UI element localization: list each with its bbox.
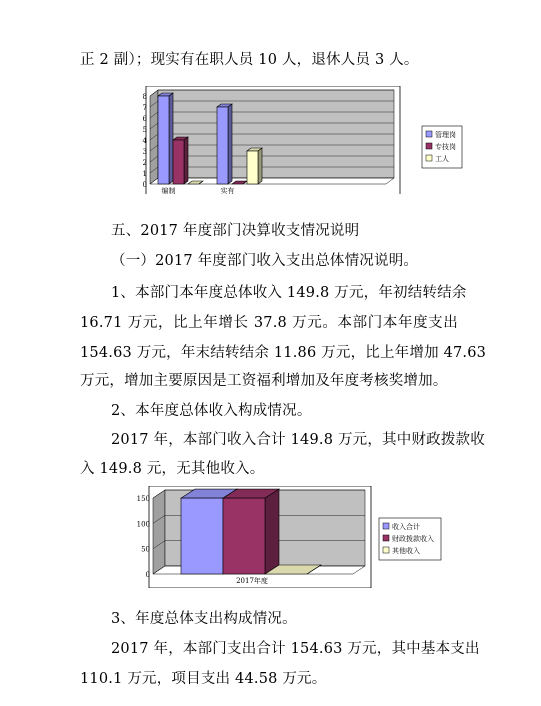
y-tick-label: 50	[141, 545, 150, 554]
legend-swatch	[426, 131, 432, 137]
legend-swatch	[383, 547, 389, 553]
bar-1-side	[169, 93, 173, 184]
bar-2-front	[223, 498, 265, 574]
y-tick-label: 6	[142, 115, 147, 123]
text-line-9: 2017 年，本部门收入合计 149.8 万元，其中财政拨款收	[111, 432, 485, 448]
y-tick-label: 150	[136, 495, 150, 503]
staffing-bar-chart	[140, 86, 470, 194]
x-category-label: 编制	[161, 187, 176, 194]
bar-1-front	[217, 107, 228, 184]
text-line-8: 2、本年度总体收入构成情况。	[111, 403, 312, 419]
chart-side-wall	[153, 490, 165, 574]
text-line-11: 3、年度总体支出构成情况。	[111, 611, 297, 627]
bar-3	[247, 148, 262, 184]
x-category-label: 实有	[220, 187, 235, 194]
text-line-3: （一）2017 年度部门收入支出总体情况说明。	[111, 253, 419, 269]
bar-3-front	[247, 151, 258, 184]
text-line-12: 2017 年，本部门支出合计 154.63 万元，其中基本支出	[111, 641, 480, 657]
bar-1	[217, 104, 232, 184]
legend-label: 财政拨款收入	[392, 535, 434, 543]
bar-1-front	[158, 96, 169, 184]
y-tick-label: 7	[142, 104, 147, 112]
y-tick-label: 0	[145, 571, 150, 579]
bar-2-front	[173, 140, 184, 184]
bar-1-side	[228, 104, 232, 184]
y-tick-label: 0	[142, 181, 147, 189]
legend-swatch	[426, 155, 432, 161]
income-chart-svg	[133, 486, 455, 588]
bar-2-side	[265, 489, 279, 574]
legend-label: 管理岗	[435, 131, 456, 139]
x-category-label: 2017年度	[236, 577, 268, 585]
y-tick-label: 5	[142, 126, 147, 134]
text-line-1: 正 2 副）；现实有在职人员 10 人，退休人员 3 人。	[80, 52, 419, 68]
text-line-10: 入 149.8 元，无其他收入。	[80, 461, 265, 477]
legend-label: 收入合计	[392, 523, 420, 531]
legend-label: 工人	[435, 155, 449, 163]
y-tick-label: 4	[142, 137, 147, 145]
bar-3-side	[258, 148, 262, 184]
text-line-7: 万元，增加主要原因是工资福利增加及年度考核奖增加。	[80, 373, 448, 389]
y-tick-label: 1	[142, 170, 147, 178]
staffing-chart-svg	[140, 86, 470, 194]
income-bar-chart	[133, 486, 455, 588]
text-line-2: 五、2017 年度部门决算收支情况说明	[111, 223, 360, 239]
bar-1	[158, 93, 173, 184]
legend-swatch	[426, 143, 432, 149]
legend-label: 专技岗	[435, 143, 456, 151]
bar-2-side	[184, 137, 188, 184]
y-tick-label: 2	[142, 159, 147, 167]
y-tick-label: 100	[136, 520, 150, 529]
text-line-5: 16.71 万元，比上年增长 37.8 万元。本部门本年度支出	[80, 315, 458, 331]
y-tick-label: 3	[142, 148, 147, 156]
text-line-6: 154.63 万元，年末结转结余 11.86 万元，比上年增加 47.63	[80, 345, 487, 361]
text-line-13: 110.1 万元，项目支出 44.58 万元。	[80, 671, 327, 687]
bar-2	[173, 137, 188, 184]
legend-swatch	[383, 535, 389, 541]
text-line-4: 1、本部门本年度总体收入 149.8 万元，年初结转结余	[111, 285, 467, 301]
legend-swatch	[383, 523, 389, 529]
y-tick-label: 8	[142, 93, 147, 101]
bar-2	[223, 489, 279, 574]
legend-label: 其他收入	[392, 547, 420, 555]
bar-1-front	[181, 498, 223, 574]
